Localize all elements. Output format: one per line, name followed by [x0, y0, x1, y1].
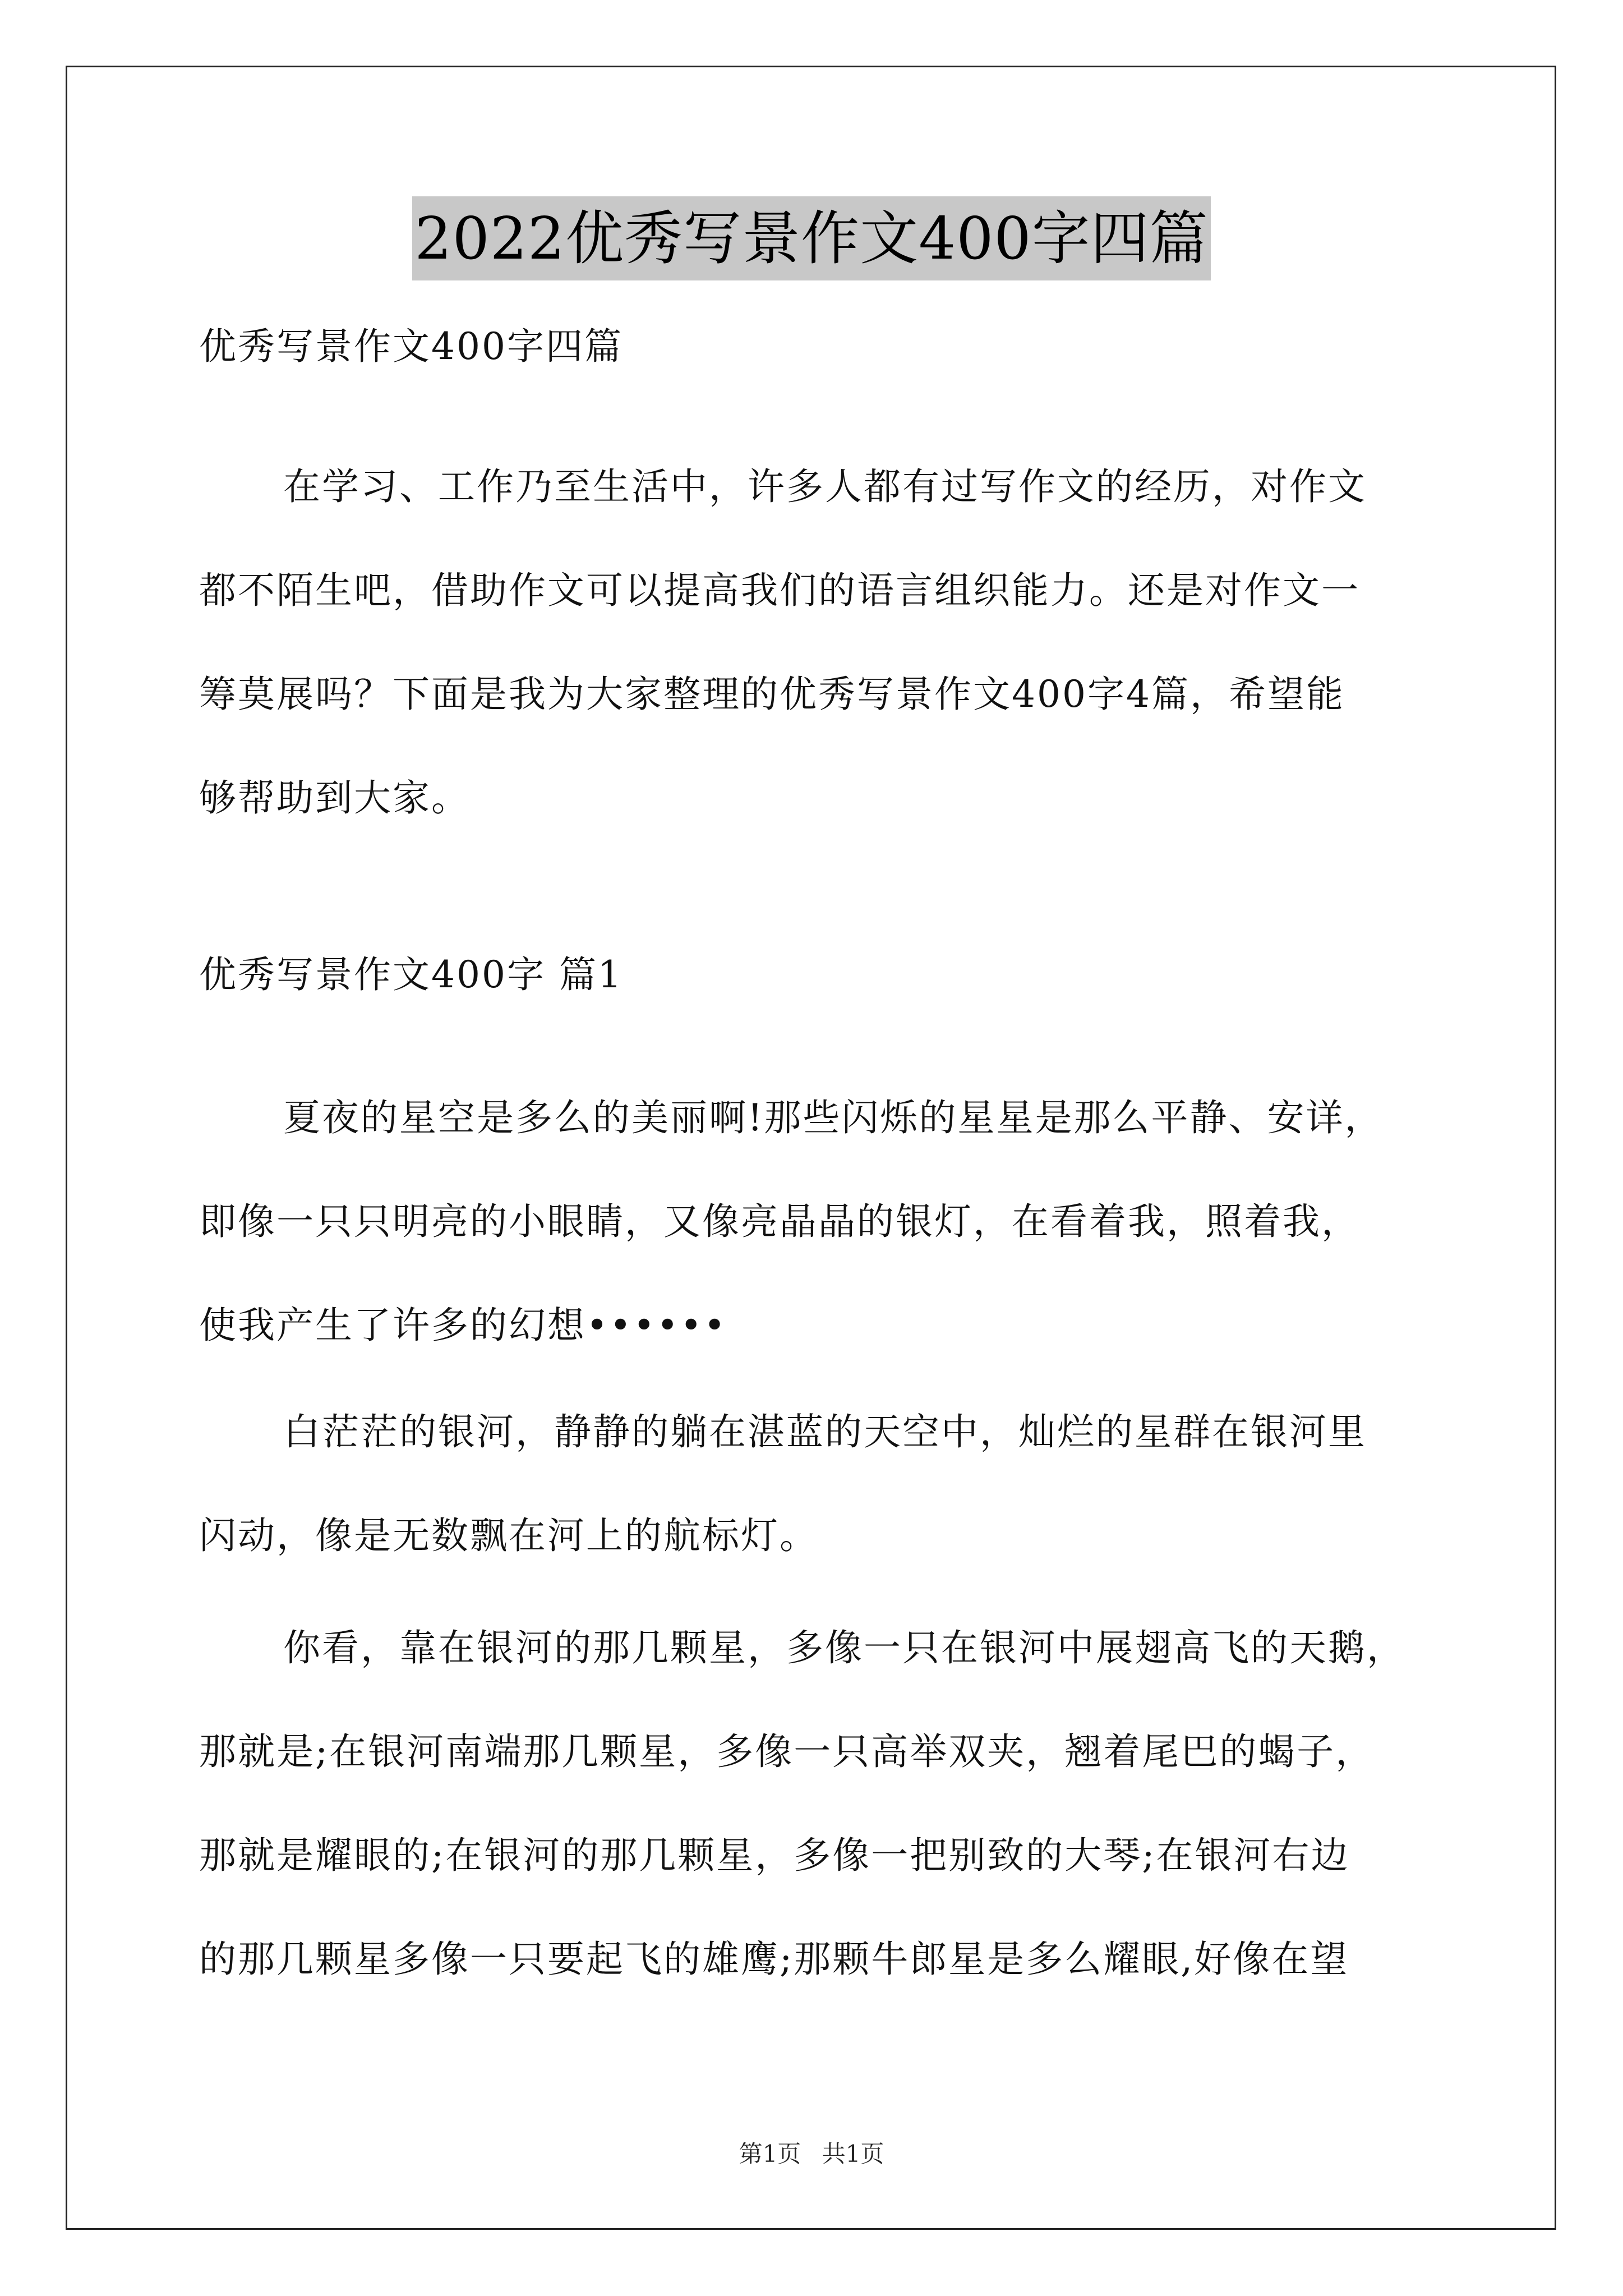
paragraph-line: 的那几颗星多像一只要起飞的雄鹰;那颗牛郎星是多么耀眼,好像在望 — [199, 1938, 1349, 1981]
paragraph-line: 那就是;在银河南端那几颗星，多像一只高举双夹，翘着尾巴的蝎子， — [199, 1730, 1375, 1773]
paragraph-line: 够帮助到大家。 — [199, 776, 470, 820]
paragraph-line: 使我产生了许多的幻想•••••• — [199, 1304, 727, 1347]
paragraph-line: 在学习、工作乃至生活中，许多人都有过写作文的经历，对作文 — [283, 465, 1367, 508]
page-number: 第1页 — [739, 2140, 801, 2168]
subtitle-line: 优秀写景作文400字四篇 — [199, 325, 623, 368]
paragraph-line: 闪动，像是无数飘在河上的航标灯。 — [199, 1514, 818, 1557]
title-container — [0, 196, 1623, 280]
paragraph-line: 都不陌生吧，借助作文可以提高我们的语言组织能力。还是对作文一 — [199, 569, 1360, 612]
paragraph-line: 白茫茫的银河，静静的躺在湛蓝的天空中，灿烂的星群在银河里 — [283, 1410, 1367, 1453]
paragraph-line: 筹莫展吗？下面是我为大家整理的优秀写景作文400字4篇，希望能 — [199, 673, 1345, 716]
section-heading: 优秀写景作文400字 篇1 — [199, 953, 623, 996]
page-total: 共1页 — [822, 2140, 884, 2168]
paragraph-line: 即像一只只明亮的小眼睛，又像亮晶晶的银灯，在看着我，照着我， — [199, 1200, 1360, 1243]
paragraph-line: 那就是耀眼的;在银河的那几颗星，多像一把别致的大琴;在银河右边 — [199, 1834, 1350, 1877]
paragraph-line: 你看，靠在银河的那几颗星，多像一只在银河中展翅高飞的天鹅， — [283, 1626, 1405, 1669]
page-border — [66, 66, 1556, 2230]
document-title: 2022优秀写景作文400字四篇 — [412, 196, 1210, 280]
paragraph-line: 夏夜的星空是多么的美丽啊!那些闪烁的星星是那么平静、安详， — [283, 1096, 1384, 1139]
page-footer — [0, 2137, 1623, 2171]
